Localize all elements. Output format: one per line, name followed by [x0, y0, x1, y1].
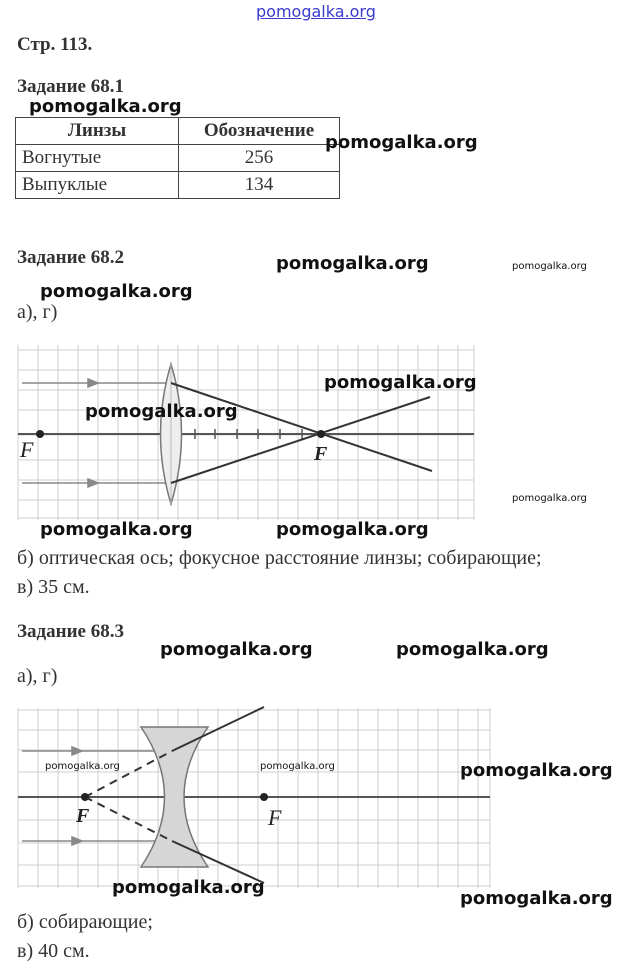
- task-68-2-heading: Задание 68.2: [17, 247, 124, 268]
- watermark: pomogalka.org: [160, 639, 313, 660]
- task-68-1-heading: Задание 68.1: [17, 76, 124, 97]
- task-68-2-answer-a: а), г): [17, 301, 58, 323]
- watermark: pomogalka.org: [512, 493, 587, 504]
- table-header-row: [16, 118, 340, 145]
- table-cell: Вогнутые: [16, 145, 179, 172]
- focus-label-right: F: [268, 805, 282, 830]
- focus-point-right: [260, 793, 268, 801]
- watermark: pomogalka.org: [460, 888, 613, 909]
- task-68-3-heading: Задание 68.3: [17, 621, 124, 642]
- task-68-2-answer-c: в) 35 см.: [17, 576, 90, 598]
- watermark: pomogalka.org: [85, 401, 238, 422]
- table-cell: 256: [179, 145, 340, 172]
- task-68-3-answer-c: в) 40 см.: [17, 940, 90, 962]
- watermark: pomogalka.org: [396, 639, 549, 660]
- watermark: pomogalka.org: [45, 761, 120, 772]
- watermark: pomogalka.org: [325, 132, 478, 153]
- focus-point-right: [317, 430, 325, 438]
- task-68-3-answer-a: а), г): [17, 665, 58, 687]
- watermark: pomogalka.org: [276, 253, 429, 274]
- focus-label-right: F: [314, 443, 328, 465]
- diverging-lens-diagram: [0, 700, 626, 900]
- table-cell: 134: [179, 172, 340, 199]
- watermark: pomogalka.org: [40, 281, 193, 302]
- table-cell: Выпуклые: [16, 172, 179, 199]
- watermark-link[interactable]: pomogalka.org: [256, 2, 376, 21]
- table-header: Линзы: [16, 118, 179, 145]
- watermark: pomogalka.org: [512, 261, 587, 272]
- task-68-2-answer-b: б) оптическая ось; фокусное расстояние линзы; собирающие;: [17, 547, 542, 569]
- watermark: pomogalka.org: [40, 519, 193, 540]
- task-68-3-answer-b: б) собирающие;: [17, 911, 153, 933]
- watermark: pomogalka.org: [112, 877, 265, 898]
- page-title: Стр. 113.: [17, 34, 93, 55]
- focus-label-left: F: [20, 437, 34, 462]
- watermark: pomogalka.org: [260, 761, 335, 772]
- lens-table: [15, 117, 340, 199]
- focus-label-left: F: [76, 805, 90, 827]
- focus-point-left: [36, 430, 44, 438]
- table-row: [16, 172, 340, 199]
- focus-point-left: [81, 793, 89, 801]
- watermark: pomogalka.org: [276, 519, 429, 540]
- watermark: pomogalka.org: [324, 372, 477, 393]
- watermark: pomogalka.org: [460, 760, 613, 781]
- table-row: [16, 145, 340, 172]
- table-header: Обозначение: [179, 118, 340, 145]
- watermark: pomogalka.org: [29, 96, 182, 117]
